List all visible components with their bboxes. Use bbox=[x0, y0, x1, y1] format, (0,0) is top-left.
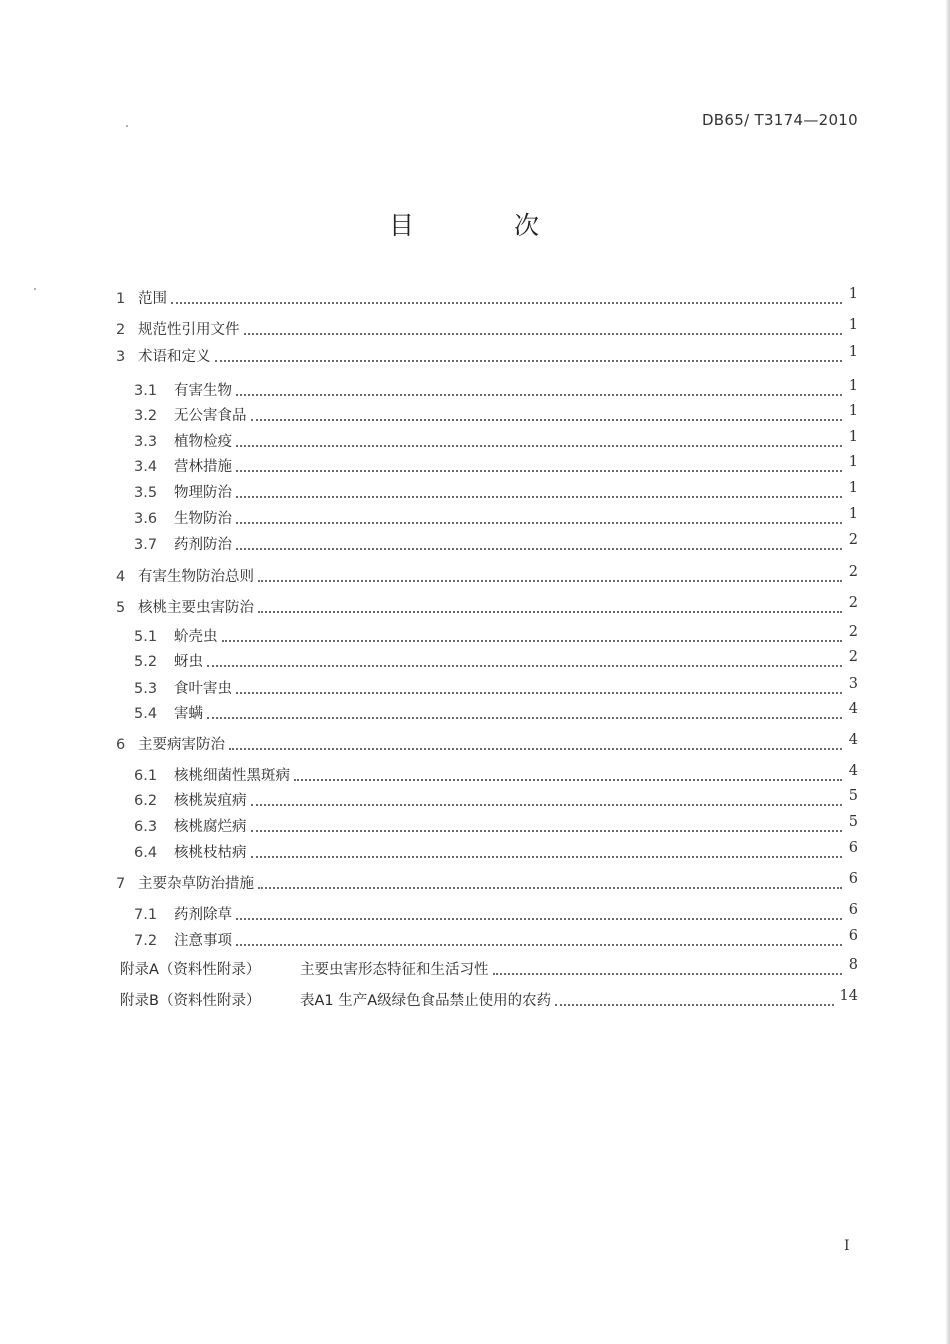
toc-entry-number: 5.3 bbox=[134, 681, 158, 697]
toc-entry-number: 3.2 bbox=[134, 408, 158, 424]
appendix-label: 附录A（资料性附录） bbox=[120, 962, 261, 978]
toc-entry[interactable] bbox=[134, 534, 858, 556]
toc-entry[interactable] bbox=[116, 566, 858, 588]
appendix-page: 8 bbox=[848, 957, 858, 973]
page-title: 目 次 bbox=[389, 211, 585, 240]
toc-entry-label: 核桃腐烂病 bbox=[174, 819, 247, 835]
toc-entry-label: 有害生物防治总则 bbox=[138, 569, 254, 585]
toc-entry[interactable] bbox=[116, 288, 858, 310]
toc-entry-page: 4 bbox=[848, 701, 858, 717]
toc-entry[interactable] bbox=[134, 678, 858, 700]
toc-dot-leader bbox=[207, 717, 842, 719]
toc-entry[interactable] bbox=[134, 703, 858, 725]
toc-dot-leader bbox=[207, 665, 842, 667]
toc-entry-label: 药剂除草 bbox=[174, 907, 232, 923]
toc-entry[interactable] bbox=[134, 842, 858, 864]
toc-dot-leader bbox=[244, 333, 843, 335]
toc-dot-leader bbox=[555, 1004, 833, 1006]
toc-entry-number: 4 bbox=[116, 569, 126, 585]
toc-entry-page: 4 bbox=[848, 763, 858, 779]
toc-entry-page: 6 bbox=[848, 902, 858, 918]
toc-dot-leader bbox=[215, 360, 843, 362]
toc-entry[interactable] bbox=[134, 405, 858, 427]
toc-entry-label: 术语和定义 bbox=[138, 349, 211, 365]
toc-entry-number: 1 bbox=[116, 291, 126, 307]
toc-entry-number: 3.5 bbox=[134, 485, 158, 501]
toc-entry-label: 注意事项 bbox=[174, 933, 232, 949]
toc-entry-label: 蚜虫 bbox=[174, 654, 203, 670]
toc-dot-leader bbox=[236, 394, 842, 396]
toc-entry[interactable] bbox=[134, 904, 858, 926]
toc-entry-label: 核桃炭疽病 bbox=[174, 793, 247, 809]
toc-dot-leader bbox=[229, 748, 842, 750]
toc-entry-page: 2 bbox=[848, 564, 858, 580]
toc-entry-number: 3 bbox=[116, 349, 126, 365]
toc-entry-page: 4 bbox=[848, 732, 858, 748]
toc-entry-number: 5.2 bbox=[134, 654, 158, 670]
appendix-title: 表A1 生产A级绿色食品禁止使用的农药 bbox=[300, 993, 552, 1009]
toc-entry[interactable] bbox=[134, 482, 858, 504]
toc-entry-page: 1 bbox=[848, 344, 858, 360]
toc-entry[interactable] bbox=[116, 319, 858, 341]
standard-code: DB65/ T3174—2010 bbox=[701, 111, 858, 129]
toc-entry[interactable] bbox=[134, 790, 858, 812]
toc-entry-number: 6.1 bbox=[134, 768, 158, 784]
toc-entry-page: 1 bbox=[848, 506, 858, 522]
toc-entry-page: 5 bbox=[848, 814, 858, 830]
appendix-entry[interactable] bbox=[120, 990, 858, 1012]
toc-entry[interactable] bbox=[134, 651, 858, 673]
toc-entry-page: 2 bbox=[848, 532, 858, 548]
toc-entry-page: 6 bbox=[848, 840, 858, 856]
toc-entry-page: 3 bbox=[848, 676, 858, 692]
toc-entry[interactable] bbox=[134, 765, 858, 787]
toc-dot-leader bbox=[236, 944, 842, 946]
toc-entry-page: 6 bbox=[848, 928, 858, 944]
toc-dot-leader bbox=[236, 496, 842, 498]
toc-entry-page: 2 bbox=[848, 649, 858, 665]
toc-entry[interactable] bbox=[116, 734, 858, 756]
toc-dot-leader bbox=[258, 887, 842, 889]
toc-dot-leader bbox=[493, 973, 843, 975]
toc-entry-number: 6.3 bbox=[134, 819, 158, 835]
toc-dot-leader bbox=[236, 692, 842, 694]
toc-entry-page: 6 bbox=[848, 871, 858, 887]
toc-entry-number: 3.1 bbox=[134, 383, 158, 399]
toc-dot-leader bbox=[171, 302, 842, 304]
toc-entry-label: 生物防治 bbox=[174, 511, 232, 527]
toc-entry[interactable] bbox=[134, 930, 858, 952]
toc-dot-leader bbox=[251, 419, 843, 421]
toc-entry-number: 3.4 bbox=[134, 459, 158, 475]
toc-entry-page: 1 bbox=[848, 403, 858, 419]
toc-dot-leader bbox=[236, 522, 842, 524]
toc-entry-label: 核桃主要虫害防治 bbox=[138, 600, 254, 616]
appendix-page: 14 bbox=[839, 988, 858, 1004]
toc-entry-label: 核桃枝枯病 bbox=[174, 845, 247, 861]
toc-entry-number: 7 bbox=[116, 876, 126, 892]
toc-dot-leader bbox=[236, 445, 842, 447]
toc-entry-label: 规范性引用文件 bbox=[138, 322, 240, 338]
toc-entry-page: 1 bbox=[848, 286, 858, 302]
toc-entry-number: 6.4 bbox=[134, 845, 158, 861]
toc-entry-page: 1 bbox=[848, 480, 858, 496]
toc-dot-leader bbox=[294, 779, 842, 781]
toc-entry-page: 1 bbox=[848, 378, 858, 394]
toc-entry-label: 蚧壳虫 bbox=[174, 629, 218, 645]
toc-entry-number: 5.1 bbox=[134, 629, 158, 645]
toc-dot-leader bbox=[258, 611, 842, 613]
appendix-entry[interactable] bbox=[120, 959, 858, 981]
appendix-label: 附录B（资料性附录） bbox=[120, 993, 261, 1009]
toc-dot-leader bbox=[222, 640, 843, 642]
toc-entry-label: 药剂防治 bbox=[174, 537, 232, 553]
toc-entry-page: 2 bbox=[848, 624, 858, 640]
toc-entry-label: 范围 bbox=[138, 291, 167, 307]
toc-entry-number: 6.2 bbox=[134, 793, 158, 809]
toc-entry[interactable] bbox=[134, 816, 858, 838]
toc-entry-page: 2 bbox=[848, 595, 858, 611]
toc-entry[interactable] bbox=[116, 346, 858, 368]
toc-entry[interactable] bbox=[134, 380, 858, 402]
toc-entry-number: 3.7 bbox=[134, 537, 158, 553]
toc-entry-label: 无公害食品 bbox=[174, 408, 247, 424]
toc-entry-number: 3.3 bbox=[134, 434, 158, 450]
toc-entry-number: 6 bbox=[116, 737, 126, 753]
toc-dot-leader bbox=[251, 856, 843, 858]
toc-entry-label: 核桃细菌性黑斑病 bbox=[174, 768, 290, 784]
toc-entry-number: 3.6 bbox=[134, 511, 158, 527]
toc-entry-page: 1 bbox=[848, 317, 858, 333]
toc-entry-number: 2 bbox=[116, 322, 126, 338]
toc-entry[interactable] bbox=[134, 456, 858, 478]
toc-entry[interactable] bbox=[134, 626, 858, 648]
toc-entry-label: 主要杂草防治措施 bbox=[138, 876, 254, 892]
toc-dot-leader bbox=[236, 918, 842, 920]
toc-entry-label: 植物检疫 bbox=[174, 434, 232, 450]
toc-entry[interactable] bbox=[116, 597, 858, 619]
toc-entry-number: 7.2 bbox=[134, 933, 158, 949]
toc-dot-leader bbox=[236, 470, 842, 472]
appendix-title: 主要虫害形态特征和生活习性 bbox=[300, 962, 489, 978]
toc-dot-leader bbox=[251, 830, 843, 832]
toc-dot-leader bbox=[236, 548, 842, 550]
toc-entry[interactable] bbox=[116, 873, 858, 895]
toc-entry-number: 5.4 bbox=[134, 706, 158, 722]
toc-dot-leader bbox=[258, 580, 842, 582]
toc-entry-label: 害螨 bbox=[174, 706, 203, 722]
toc-dot-leader bbox=[251, 804, 843, 806]
toc-entry-label: 有害生物 bbox=[174, 383, 232, 399]
toc-entry-number: 7.1 bbox=[134, 907, 158, 923]
toc-entry-label: 营林措施 bbox=[174, 459, 232, 475]
toc-entry[interactable] bbox=[134, 508, 858, 530]
toc-entry[interactable] bbox=[134, 431, 858, 453]
toc-entry-label: 物理防治 bbox=[174, 485, 232, 501]
toc-entry-number: 5 bbox=[116, 600, 126, 616]
toc-entry-page: 5 bbox=[848, 788, 858, 804]
toc-entry-page: 1 bbox=[848, 454, 858, 470]
toc-entry-label: 食叶害虫 bbox=[174, 681, 232, 697]
toc-entry-page: 1 bbox=[848, 429, 858, 445]
footer-page-number: I bbox=[844, 1238, 850, 1254]
toc-entry-label: 主要病害防治 bbox=[138, 737, 225, 753]
